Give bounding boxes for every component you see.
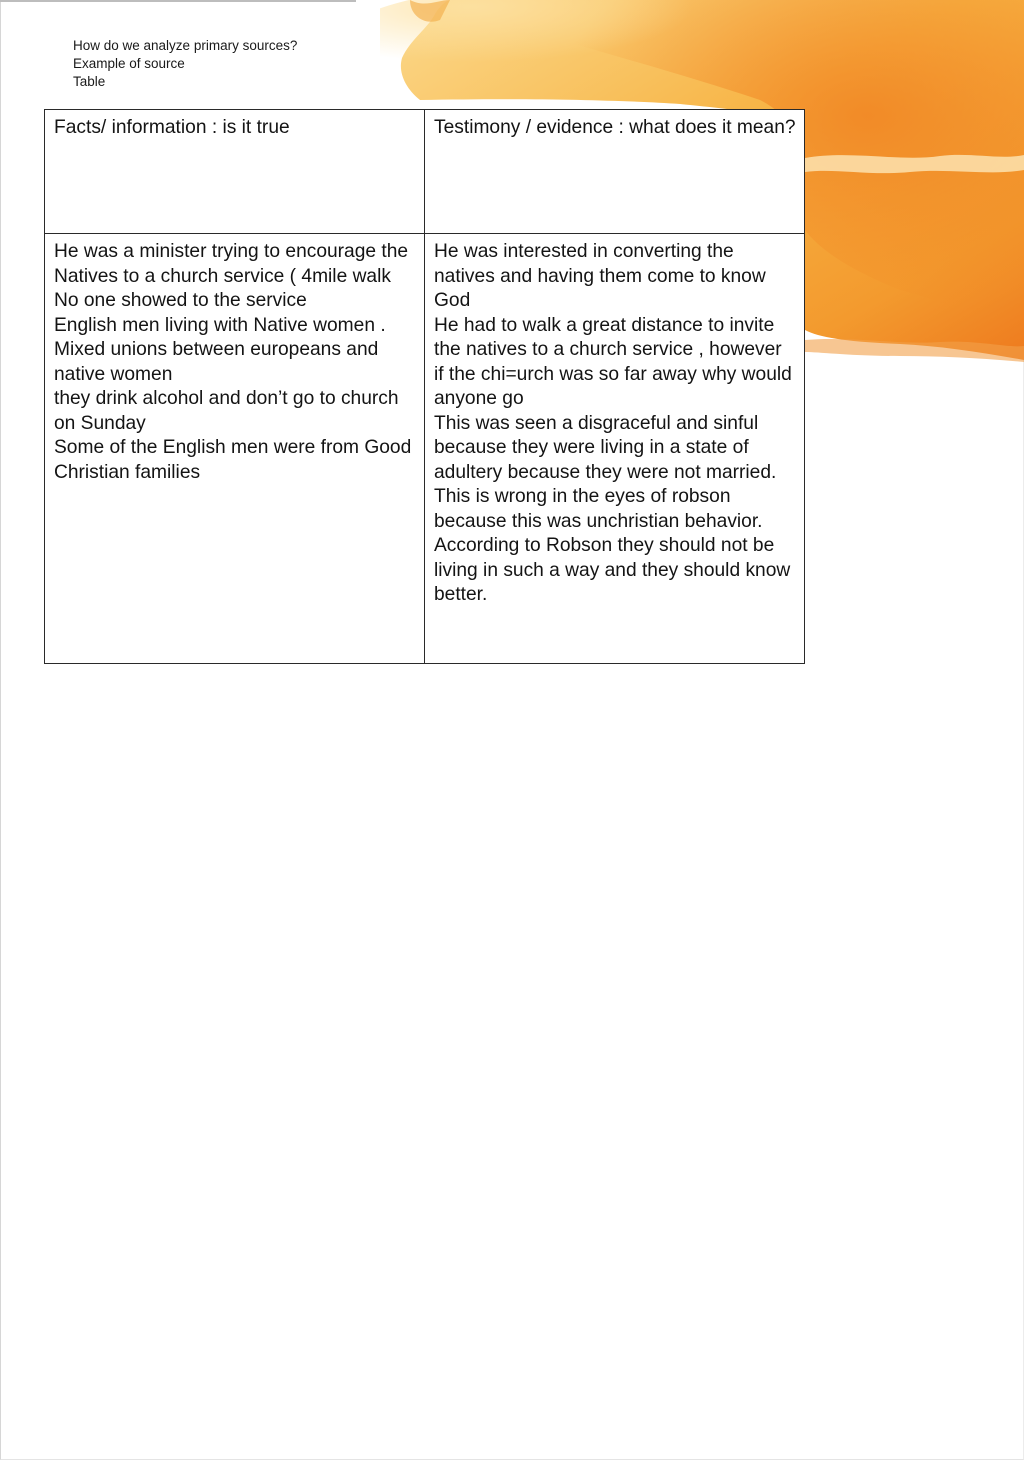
facts-header-cell: Facts/ information : is it true [45, 110, 425, 234]
top-rule [0, 0, 356, 2]
source-analysis-table [44, 109, 805, 664]
testimony-line: This is wrong in the eyes of robson because this was unchristian behavior. [434, 486, 763, 532]
table-header-row [45, 110, 805, 234]
testimony-header-cell: Testimony / evidence : what does it mean? [425, 110, 805, 234]
facts-line: No one showed to the service [54, 290, 307, 311]
header-lines [73, 37, 297, 91]
testimony-line: This was seen a disgraceful and sinful because they were living in a state of adultery because they were not married. [434, 412, 777, 483]
header-question: How do we analyze primary sources? [73, 38, 298, 53]
testimony-line: He was interested in converting the natives and having them come to know God [434, 241, 766, 311]
table-row [45, 234, 805, 664]
facts-cell [45, 234, 425, 664]
facts-line: He was a minister trying to encourage the Natives to a church service ( 4mile walk [54, 241, 409, 287]
facts-line: they drink alcohol and don’t go to church on Sunday [54, 388, 399, 434]
testimony-cell [425, 234, 805, 664]
header-example: Example of source [73, 56, 185, 71]
testimony-line: He had to walk a great distance to invite the natives to a church service , however if the chi=urch was so far away why would anyone go [434, 314, 792, 409]
facts-line: Some of the English men were from Good Christian families [54, 437, 412, 483]
facts-line: Mixed unions between europeans and native women [54, 339, 379, 385]
testimony-line: According to Robson they should not be living in such a way and they should know better. [434, 535, 791, 605]
header-table-label: Table [73, 74, 106, 89]
facts-line: English men living with Native women . [54, 314, 386, 336]
